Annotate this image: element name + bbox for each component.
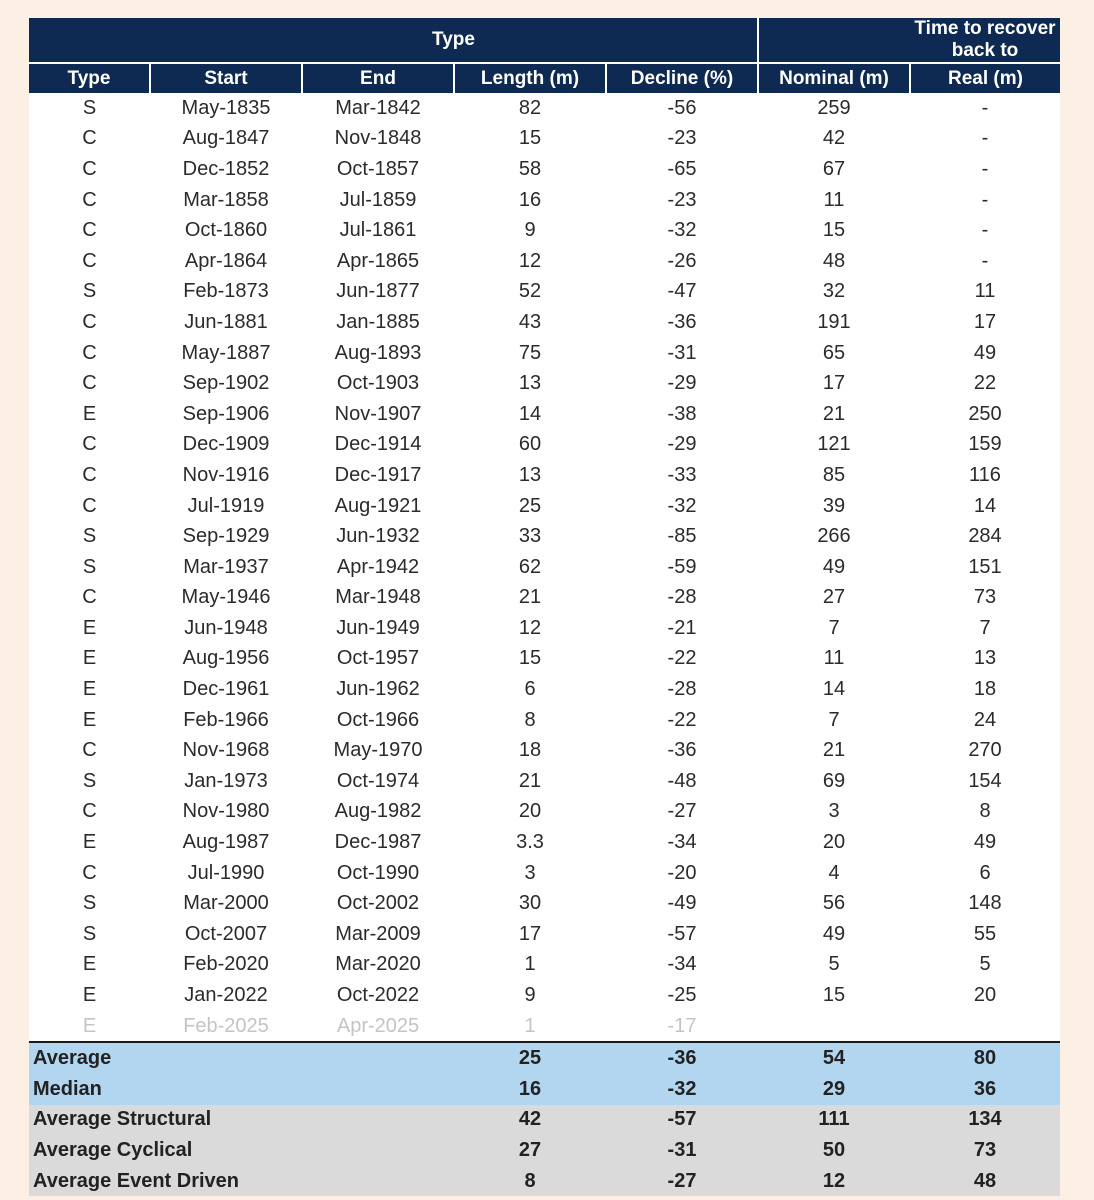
cell-decline: -22 [667, 708, 697, 731]
cell-nominal: 121 [817, 433, 851, 456]
cell-end: Oct-1903 [336, 372, 420, 395]
cell-real: 250 [968, 402, 1002, 425]
summary-label: Median [29, 1074, 454, 1105]
cell-start: Jan-2022 [184, 984, 268, 1007]
cell-type: S [82, 555, 97, 578]
cell-real: 20 [973, 984, 997, 1007]
summary-length: 42 [454, 1105, 606, 1136]
cell-nominal: 39 [822, 494, 846, 517]
cell-real: 154 [968, 769, 1002, 792]
cell-type: E [82, 647, 97, 670]
table-row [29, 368, 1060, 399]
cell-nominal: 191 [817, 310, 851, 333]
cell-decline: -20 [667, 861, 697, 884]
cell-real: - [981, 188, 989, 211]
cell-type: E [82, 616, 97, 639]
cell-start: May-1887 [181, 341, 271, 364]
summary-nominal: 29 [758, 1074, 910, 1105]
cell-decline: -25 [667, 984, 697, 1007]
table-row [29, 827, 1060, 858]
header-group-type: Type [150, 18, 758, 63]
cell-decline: -29 [667, 372, 697, 395]
cell-start: Sep-1906 [182, 402, 270, 425]
cell-end: Jul-1859 [339, 188, 417, 211]
table-row [29, 613, 1060, 644]
cell-start: Mar-1858 [183, 188, 269, 211]
summary-row [29, 1074, 1060, 1105]
table-row [29, 644, 1060, 675]
cell-decline: -28 [667, 586, 697, 609]
cell-type: C [82, 463, 97, 486]
cell-nominal: 11 [823, 188, 845, 211]
summary-row [29, 1105, 1060, 1136]
cell-type: E [82, 678, 97, 701]
cell-start: Jun-1881 [184, 310, 268, 333]
cell-end: Mar-2020 [335, 953, 421, 976]
cell-end: Jan-1885 [336, 310, 420, 333]
summary-length: 16 [454, 1074, 606, 1105]
cell-length: 12 [518, 616, 542, 639]
cell-end: Apr-1942 [336, 555, 420, 578]
cell-decline: -27 [667, 800, 697, 823]
summary-label: Average [29, 1042, 454, 1074]
cell-end: Jun-1962 [336, 678, 420, 701]
cell-decline: -17 [606, 1011, 758, 1043]
cell-start: Aug-1956 [182, 647, 270, 670]
cell-real: 49 [973, 341, 997, 364]
cell-length: 13 [518, 372, 542, 395]
cell-nominal: 15 [822, 219, 846, 242]
cell-decline: -31 [667, 341, 697, 364]
cell-start: Dec-1961 [182, 678, 270, 701]
cell-real: 6 [979, 861, 991, 884]
cell-type: C [82, 861, 97, 884]
cell-length: 6 [524, 678, 536, 701]
cell-nominal: 49 [822, 555, 846, 578]
cell-type: S [82, 280, 97, 303]
cell-real: 73 [973, 586, 997, 609]
cell-end: Oct-1990 [336, 861, 420, 884]
cell-start: Nov-1980 [182, 800, 270, 823]
header-group-spacer [758, 18, 910, 63]
cell-decline: -29 [667, 433, 697, 456]
cell-real: 18 [973, 678, 997, 701]
cell-length: 1 [454, 1011, 606, 1043]
cell-nominal: 42 [822, 127, 846, 150]
table-row [29, 674, 1060, 705]
cell-nominal: 11 [823, 647, 845, 670]
cell-nominal: 266 [817, 525, 851, 548]
summary-nominal: 12 [758, 1166, 910, 1197]
cell-decline: -22 [667, 647, 697, 670]
cell-length: 18 [518, 739, 542, 762]
table-row [29, 980, 1060, 1011]
cell-length: 60 [518, 433, 542, 456]
summary-real: 134 [910, 1105, 1060, 1136]
cell-end: Dec-1917 [334, 463, 422, 486]
cell-nominal: 7 [828, 616, 840, 639]
cell-real: 5 [979, 953, 991, 976]
cell-end: Nov-1907 [334, 402, 422, 425]
cell-type: C [82, 157, 97, 180]
table-body [29, 93, 1060, 1042]
cell-start: Jan-1973 [184, 769, 268, 792]
cell-real: - [981, 249, 989, 272]
cell-decline: -65 [667, 157, 697, 180]
cell-start: Mar-2000 [183, 892, 269, 915]
cell-decline: -85 [667, 525, 697, 548]
cell-end: Oct-1966 [336, 708, 420, 731]
table-row [29, 246, 1060, 277]
table-row [29, 888, 1060, 919]
cell-length: 8 [524, 708, 536, 731]
cell-decline: -36 [667, 739, 697, 762]
cell-length: 3 [524, 861, 536, 884]
cell-nominal: 65 [822, 341, 846, 364]
cell-decline: -57 [667, 922, 697, 945]
cell-type: C [82, 219, 97, 242]
summary-nominal: 111 [758, 1105, 910, 1136]
summary-row [29, 1166, 1060, 1197]
cell-end: Jun-1877 [336, 280, 420, 303]
table-row [29, 858, 1060, 889]
cell-real [910, 1011, 1060, 1043]
table-row [29, 185, 1060, 216]
summary-length: 25 [454, 1042, 606, 1074]
summary-decline: -36 [606, 1042, 758, 1074]
cell-length: 17 [518, 922, 542, 945]
cell-decline: -28 [667, 678, 697, 701]
cell-start: Feb-2020 [183, 953, 269, 976]
table-row [29, 277, 1060, 308]
bear-market-table [29, 18, 1060, 1196]
cell-nominal: 85 [822, 463, 846, 486]
cell-length: 25 [518, 494, 542, 517]
cell-nominal: 17 [822, 372, 846, 395]
cell-end: Dec-1914 [334, 433, 422, 456]
col-header-length: Length (m) [454, 63, 606, 93]
col-header-real: Real (m) [910, 63, 1060, 93]
cell-end: Oct-2002 [336, 892, 420, 915]
cell-real: - [981, 96, 989, 119]
cell-end: Apr-1865 [336, 249, 420, 272]
cell-decline: -47 [667, 280, 697, 303]
cell-real: 270 [968, 739, 1002, 762]
cell-decline: -21 [667, 616, 697, 639]
cell-length: 82 [518, 96, 542, 119]
cell-nominal: 3 [828, 800, 840, 823]
col-header-start: Start [150, 63, 302, 93]
cell-real: 17 [973, 310, 997, 333]
table-row [29, 215, 1060, 246]
cell-start: Feb-1873 [183, 280, 269, 303]
cell-length: 1 [524, 953, 536, 976]
cell-start: Jul-1990 [187, 861, 265, 884]
cell-real: 116 [969, 463, 1001, 486]
cell-start: May-1835 [181, 96, 271, 119]
table-row [29, 919, 1060, 950]
cell-decline: -23 [667, 188, 697, 211]
cell-end: Mar-1842 [335, 96, 421, 119]
cell-start: Jun-1948 [184, 616, 268, 639]
header-column-row [29, 63, 1060, 93]
cell-start: Feb-2025 [150, 1011, 302, 1043]
table-row [29, 521, 1060, 552]
cell-end: Oct-2022 [336, 984, 420, 1007]
table-row [29, 93, 1060, 124]
table-row [29, 399, 1060, 430]
cell-type: S [82, 769, 97, 792]
cell-nominal: 21 [822, 402, 846, 425]
cell-decline: -36 [667, 310, 697, 333]
cell-type: C [82, 739, 97, 762]
cell-end: Aug-1893 [334, 341, 422, 364]
cell-length: 3.3 [516, 831, 544, 854]
cell-start: Nov-1968 [182, 739, 270, 762]
cell-real: 55 [973, 922, 997, 945]
cell-length: 58 [518, 157, 542, 180]
cell-type: E [82, 953, 97, 976]
cell-length: 33 [518, 525, 542, 548]
cell-start: Oct-1860 [184, 219, 268, 242]
cell-length: 20 [518, 800, 542, 823]
cell-nominal: 32 [822, 280, 846, 303]
cell-length: 21 [518, 586, 542, 609]
cell-type: C [82, 433, 97, 456]
cell-type: S [82, 96, 97, 119]
cell-real: 24 [973, 708, 997, 731]
cell-nominal: 56 [822, 892, 846, 915]
cell-real: 159 [968, 433, 1002, 456]
cell-end: Oct-1974 [336, 769, 420, 792]
cell-end: Dec-1987 [334, 831, 422, 854]
cell-start: Mar-1937 [183, 555, 269, 578]
cell-length: 30 [518, 892, 542, 915]
header-group-recover: Time to recover back to [910, 18, 1060, 63]
cell-length: 14 [518, 402, 542, 425]
cell-type: S [82, 892, 97, 915]
table-row [29, 154, 1060, 185]
cell-real: 148 [968, 892, 1002, 915]
cell-end: Nov-1848 [334, 127, 422, 150]
cell-end: Oct-1957 [336, 647, 420, 670]
cell-type: C [82, 800, 97, 823]
cell-type: S [82, 525, 97, 548]
table-row [29, 950, 1060, 981]
cell-nominal: 21 [822, 739, 846, 762]
summary-decline: -27 [606, 1166, 758, 1197]
table-row [29, 766, 1060, 797]
summary-label: Average Structural [29, 1105, 454, 1136]
header-group-row [29, 18, 1060, 63]
cell-real: 14 [973, 494, 997, 517]
cell-length: 62 [518, 555, 542, 578]
cell-decline: -49 [667, 892, 697, 915]
cell-end: May-1970 [333, 739, 423, 762]
cell-start: Dec-1909 [182, 433, 270, 456]
cell-real: - [981, 157, 989, 180]
table-row [29, 552, 1060, 583]
cell-start: Sep-1929 [182, 525, 270, 548]
cell-end: Jun-1932 [336, 525, 420, 548]
table-row [29, 735, 1060, 766]
cell-end: Aug-1982 [334, 800, 422, 823]
cell-decline: -23 [667, 127, 697, 150]
summary-length: 27 [454, 1135, 606, 1166]
cell-start: Apr-1864 [184, 249, 268, 272]
summary-row [29, 1042, 1060, 1074]
cell-nominal: 259 [817, 96, 851, 119]
cell-real: - [981, 127, 989, 150]
cell-length: 21 [518, 769, 542, 792]
cell-length: 15 [518, 647, 542, 670]
cell-nominal: 27 [822, 586, 846, 609]
cell-decline: -48 [667, 769, 697, 792]
cell-length: 9 [524, 984, 536, 1007]
cell-type: E [82, 402, 97, 425]
table-row [29, 491, 1060, 522]
summary-label: Average Event Driven [29, 1166, 454, 1197]
cell-type: E [29, 1011, 150, 1043]
col-header-decline: Decline (%) [606, 63, 758, 93]
cell-decline: -33 [667, 463, 697, 486]
cell-start: Feb-1966 [183, 708, 269, 731]
cell-type: C [82, 372, 97, 395]
col-header-end: End [302, 63, 454, 93]
header-group-spacer [29, 18, 150, 63]
cell-nominal: 69 [822, 769, 846, 792]
cell-nominal: 20 [822, 831, 846, 854]
summary-decline: -57 [606, 1105, 758, 1136]
cell-length: 13 [518, 463, 542, 486]
cell-nominal [758, 1011, 910, 1043]
cell-type: C [82, 310, 97, 333]
table-row [29, 705, 1060, 736]
cell-start: Oct-2007 [184, 922, 268, 945]
cell-type: C [82, 586, 97, 609]
cell-end: Mar-1948 [335, 586, 421, 609]
cell-end: Aug-1921 [334, 494, 422, 517]
table-row [29, 338, 1060, 369]
cell-start: Jul-1919 [187, 494, 265, 517]
cell-nominal: 14 [822, 678, 846, 701]
cell-real: 284 [968, 525, 1002, 548]
table-row [29, 1011, 1060, 1043]
cell-decline: -32 [667, 494, 697, 517]
summary-real: 36 [910, 1074, 1060, 1105]
cell-nominal: 67 [822, 157, 846, 180]
cell-length: 75 [518, 341, 542, 364]
cell-end: Apr-2025 [302, 1011, 454, 1043]
cell-nominal: 15 [822, 984, 846, 1007]
summary-nominal: 54 [758, 1042, 910, 1074]
bear-market-table-sheet [29, 18, 1060, 1192]
cell-type: C [82, 494, 97, 517]
cell-real: 8 [979, 800, 991, 823]
cell-start: Dec-1852 [182, 157, 270, 180]
col-header-type: Type [29, 63, 150, 93]
summary-decline: -32 [606, 1074, 758, 1105]
cell-nominal: 48 [822, 249, 846, 272]
summary-real: 48 [910, 1166, 1060, 1197]
cell-nominal: 5 [828, 953, 840, 976]
cell-type: E [82, 984, 97, 1007]
cell-decline: -32 [667, 219, 697, 242]
summary-nominal: 50 [758, 1135, 910, 1166]
cell-real: 7 [979, 616, 991, 639]
cell-nominal: 7 [828, 708, 840, 731]
summary-section [29, 1042, 1060, 1196]
cell-end: Jul-1861 [339, 219, 417, 242]
cell-start: May-1946 [181, 586, 271, 609]
cell-length: 43 [518, 310, 542, 333]
cell-length: 52 [518, 280, 542, 303]
cell-end: Jun-1949 [336, 616, 420, 639]
cell-nominal: 49 [822, 922, 846, 945]
cell-nominal: 4 [828, 861, 840, 884]
table-row [29, 430, 1060, 461]
cell-type: C [82, 341, 97, 364]
summary-real: 80 [910, 1042, 1060, 1074]
col-header-nominal: Nominal (m) [758, 63, 910, 93]
summary-decline: -31 [606, 1135, 758, 1166]
summary-label: Average Cyclical [29, 1135, 454, 1166]
cell-length: 16 [518, 188, 542, 211]
cell-real: 22 [973, 372, 997, 395]
cell-end: Mar-2009 [335, 922, 421, 945]
cell-type: C [82, 249, 97, 272]
table-row [29, 583, 1060, 614]
cell-type: E [82, 831, 97, 854]
cell-start: Sep-1902 [182, 372, 270, 395]
table-row [29, 797, 1060, 828]
cell-real: 151 [968, 555, 1002, 578]
cell-type: C [82, 188, 97, 211]
cell-decline: -56 [667, 96, 697, 119]
cell-decline: -59 [667, 555, 697, 578]
table-row [29, 307, 1060, 338]
cell-start: Aug-1847 [182, 127, 270, 150]
cell-length: 9 [524, 219, 536, 242]
cell-start: Aug-1987 [182, 831, 270, 854]
summary-length: 8 [454, 1166, 606, 1197]
summary-real: 73 [910, 1135, 1060, 1166]
cell-end: Oct-1857 [336, 157, 420, 180]
summary-row [29, 1135, 1060, 1166]
cell-decline: -34 [667, 953, 697, 976]
cell-decline: -38 [667, 402, 697, 425]
cell-real: - [981, 219, 989, 242]
cell-real: 13 [973, 647, 997, 670]
cell-real: 49 [973, 831, 997, 854]
table-row [29, 460, 1060, 491]
cell-real: 11 [974, 280, 996, 303]
cell-type: S [82, 922, 97, 945]
cell-type: E [82, 708, 97, 731]
table-row [29, 124, 1060, 155]
cell-decline: -34 [667, 831, 697, 854]
cell-decline: -26 [667, 249, 697, 272]
cell-type: C [82, 127, 97, 150]
cell-start: Nov-1916 [182, 463, 270, 486]
cell-length: 15 [518, 127, 542, 150]
cell-length: 12 [518, 249, 542, 272]
